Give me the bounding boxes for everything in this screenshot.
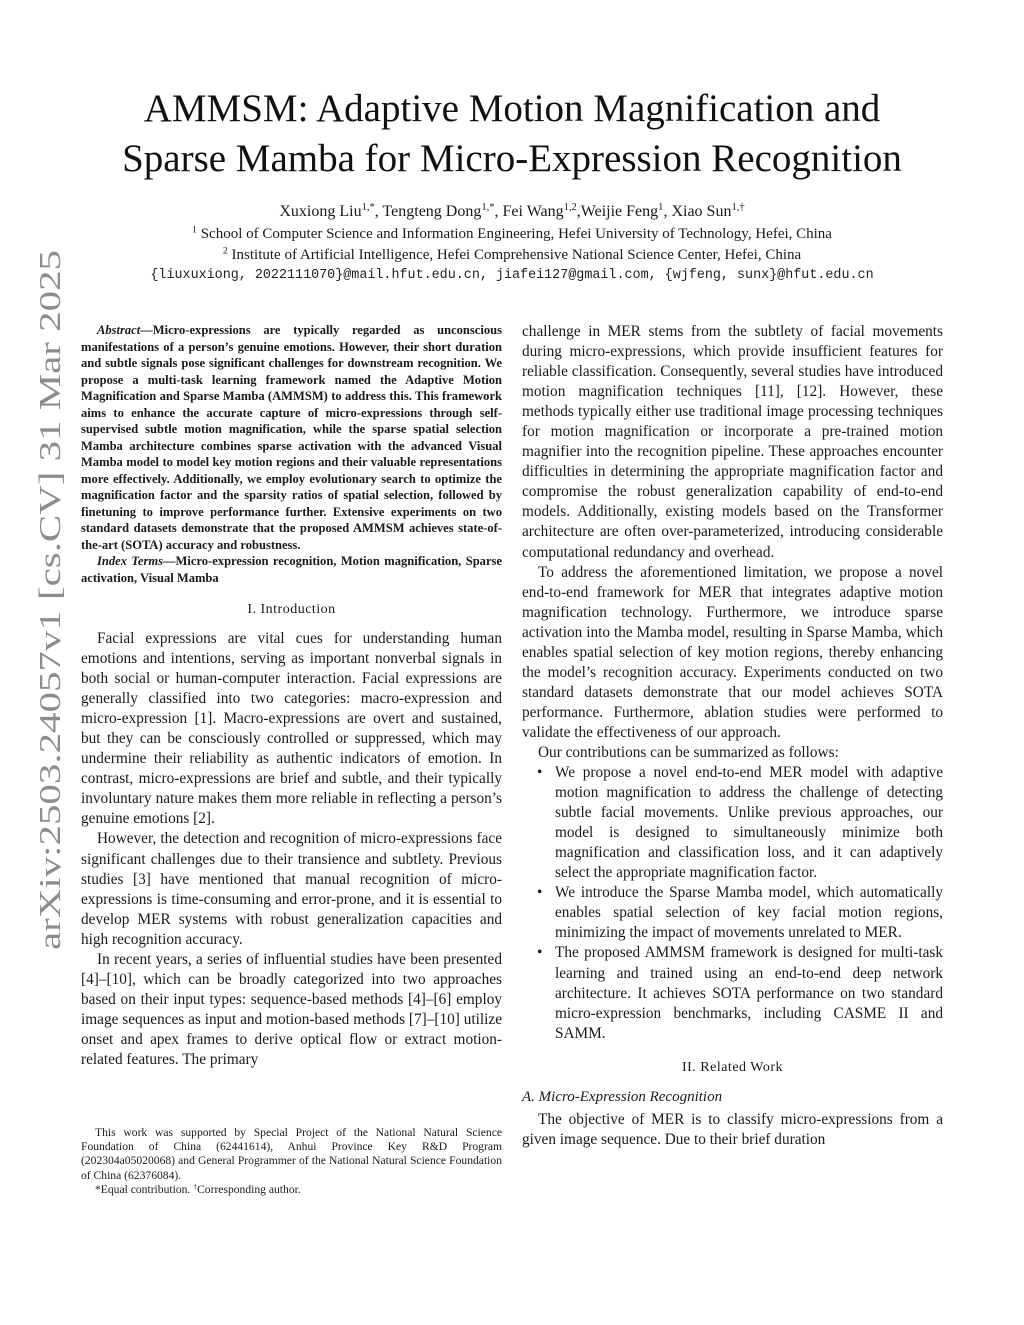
intro-paragraph-5: Our contributions can be summarized as follows: bbox=[538, 743, 839, 761]
left-column bbox=[81, 322, 502, 1070]
related-work-paragraph: The objective of MER is to classify micro-expressions from a given image sequence. Due to their brief duration bbox=[522, 1110, 943, 1148]
subsection-heading: A. Micro-Expression Recognition bbox=[522, 1088, 723, 1105]
affiliation-1: $^1$ School of Computer Science and Information Engineering, Hefei University of Technology, Hefei, China bbox=[192, 224, 832, 242]
right-column bbox=[522, 322, 943, 1150]
section-heading-related-work: II. Related Work bbox=[681, 1059, 784, 1075]
arxiv-id: arXiv:2503.24057v1 [cs.CV] 31 Mar 2025 bbox=[32, 419, 67, 950]
footnotes bbox=[81, 1126, 502, 1197]
bullet-icon: • bbox=[537, 944, 543, 962]
author: Fei Wang$^{1,2}$, bbox=[502, 202, 581, 220]
author: Xiao Sun$^{1,\dagger}$ bbox=[671, 202, 745, 220]
title-line-1: AMMSM: Adaptive Motion Magnification and bbox=[143, 87, 881, 130]
intro-paragraph-1: Facial expressions are vital cues for understanding human emotions and intentions, serving as important nonverbal signals in both social or human-computer interaction. Facial expressions are generally classified into two categories: macro-expression and micro-expression [1]. Macro-expressions are overt and sustained, but they can be consciously controlled or suppressed, which may undermine their reliability as authentic indicators of emotion. In contrast, micro-expressions are brief and subtle, and their typically involuntary nature makes them more reliable in reflecting a person’s genuine emotions [2]. bbox=[81, 630, 502, 828]
author: Xuxiong Liu$^{1,*}$, bbox=[279, 202, 383, 220]
affiliation-2: $^2$ Institute of Artificial Intelligence, Hefei Comprehensive National Science Center, Hefei, China bbox=[222, 245, 802, 263]
list-item: • We introduce the Sparse Mamba model, which automatically enables spatial selection of key facial motion regions, minimizing the impact of movements unrelated to MER. bbox=[537, 884, 943, 942]
contributions-list bbox=[522, 763, 943, 1044]
index-terms: Index Terms—Micro-expression recognition, Motion magnification, Sparse activation, Visual Mamba bbox=[81, 554, 502, 585]
paper-title bbox=[60, 84, 964, 184]
intro-paragraph-2: However, the detection and recognition of micro-expressions face significant challenges due to their transience and subtlety. Previous studies [3] have mentioned that manual recognition of micro-expressions is time-consuming and error-prone, and it is essential to develop MER systems with robust generalization capacities and high recognition accuracy. bbox=[81, 830, 502, 948]
arxiv-side-stamp bbox=[15, 240, 75, 960]
abstract: Abstract—Micro-expressions are typically regarded as unconscious manifestations of a person’s genuine emotions. However, their short duration and subtle signals pose significant challenges for downstream recognition. We propose a multi-task learning framework named the Adaptive Motion Magnification and Sparse Mamba (AMMSM) to address this. This framework aims to enhance the accurate capture of micro-expressions through self-supervised subtle motion magnification, while the sparse spatial selection Mamba architecture combines sparse activation with the advanced Visual Mamba model to model key motion regions and their valuable representations more effectively. Additionally, we employ evolutionary search to optimize the magnification factor and the sparsity ratios of spatial selection, followed by finetuning to improve performance further. Extensive experiments on two standard datasets demonstrate that the proposed AMMSM achieves state-of-the-art (SOTA) accuracy and robustness. bbox=[81, 323, 502, 552]
list-item: • We propose a novel end-to-end MER model with adaptive motion magnification to address the challenge of detecting subtle facial movements. Unlike previous approaches, our model is designed to simultaneously minimize both magnification and classification loss, and it can adaptively select the appropriate magnification factor. bbox=[537, 764, 943, 882]
bullet-icon: • bbox=[537, 764, 543, 782]
title-line-2: Sparse Mamba for Micro-Expression Recognition bbox=[122, 137, 902, 180]
author-list bbox=[60, 201, 964, 222]
author-emails: {liuxuxiong, 2022111070}@mail.hfut.edu.cn, jiafei127@gmail.com, {wjfeng, sunx}@hfut.edu.cn bbox=[150, 268, 874, 283]
author: Weijie Feng$^1$, bbox=[580, 202, 672, 220]
intro-paragraph-4: To address the aforementioned limitation, we propose a novel end-to-end framework for MER that integrates adaptive motion magnification technology. Furthermore, we introduce sparse activation into the Mamba model, resulting in Sparse Mamba, which enables spatial selection of key motion regions, thereby enhancing the model’s recognition accuracy. Experiments conducted on two standard datasets demonstrate that our model achieves SOTA performance. Furthermore, ablation studies were performed to validate the effectiveness of our approach. bbox=[522, 563, 943, 741]
bullet-icon: • bbox=[537, 884, 543, 902]
author: Tengteng Dong$^{1,*}$, bbox=[382, 202, 503, 220]
intro-continuation: challenge in MER stems from the subtlety of facial movements during micro-expressions, which provide insufficient features for reliable classification. Consequently, several studies have introduced motion magnification techniques [11], [12]. However, these methods typically either use traditional image processing techniques for motion magnification or incorporate a pre-trained motion magnifier into the recognition pipeline. These approaches encounter difficulties in determining the appropriate magnification factor and compromise the robust generalization capability of end-to-end models. Additionally, existing models based on the Transformer architecture are often over-parameterized, introducing considerable computational redundancy and overhead. bbox=[522, 323, 943, 561]
funding-footnote: This work was supported by Special Project of the National Natural Science Foundation of China (62441614), Anhui Province Key R&D Program (202304a05020068) and General Programmer of the National Natural Science Foundation of China (62376084). bbox=[81, 1126, 502, 1182]
list-item: • The proposed AMMSM framework is designed for multi-task learning and trained using an end-to-end deep network architecture. It achieves SOTA performance on two standard micro-expression benchmarks, including CASME II and SAMM. bbox=[537, 944, 943, 1042]
contribution-footnote: *Equal contribution. †Corresponding author. bbox=[95, 1181, 301, 1196]
section-heading-introduction: I. Introduction bbox=[247, 602, 336, 617]
intro-paragraph-3: In recent years, a series of influential studies have been presented [4]–[10], which can be broadly categorized into two approaches based on their input types: sequence-based methods [4]–[6] employ image sequences as input and motion-based methods [7]–[10] utilize onset and apex frames to derive optical flow or extract motion-related features. The primary bbox=[81, 950, 502, 1068]
